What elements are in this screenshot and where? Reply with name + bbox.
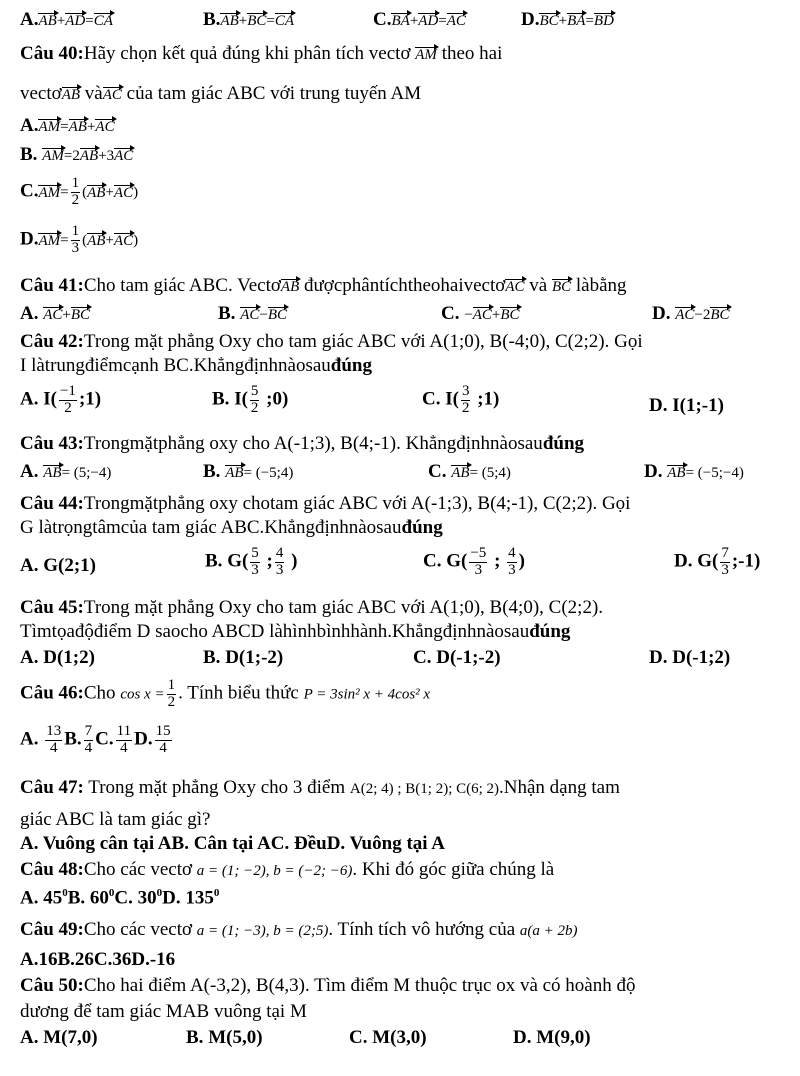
question-text: Trongmặtphẳng oxy chotam giác ABC với A(-1;3), B(4;-1), C(2;2). Gọi <box>83 493 631 514</box>
question-text: và <box>84 83 103 104</box>
option-label: A. <box>20 647 39 668</box>
q45-option-c <box>413 648 501 667</box>
denominator: 3 <box>508 561 516 578</box>
q44-option-b <box>205 546 297 579</box>
paren: ) <box>133 232 139 249</box>
vector: BC <box>710 307 730 323</box>
vector: AB <box>220 13 239 29</box>
question-text: làbằng <box>575 275 627 296</box>
operator: = <box>266 13 275 29</box>
option-label: D. <box>644 461 663 482</box>
q45-option-a <box>20 648 95 667</box>
question-text: Cho <box>83 682 116 704</box>
option-label: B. <box>218 303 236 324</box>
q40-option-c <box>20 176 138 209</box>
q41-stem <box>20 276 627 295</box>
degree-mark: 0 <box>213 887 220 899</box>
question-text: vectơ <box>20 83 62 104</box>
vector: AB <box>38 13 57 29</box>
q44-stem-line-1 <box>20 494 630 513</box>
option-label: A. <box>20 9 39 30</box>
emphasis: đúng <box>529 621 571 642</box>
option-label: C. <box>349 1027 368 1048</box>
option-label: D. <box>134 728 153 750</box>
fraction <box>71 176 81 209</box>
coefficient: 2 <box>702 307 711 323</box>
math-expression: a = (1; −2), b = (−2; −6) <box>196 863 353 879</box>
answer-text: 30 <box>137 887 157 909</box>
denominator: 2 <box>64 399 72 416</box>
question-text: G làtrọngtâmcủa tam giác ABC.Khẳngđịnhnàosau <box>20 517 402 538</box>
degree-mark: 0 <box>62 887 68 899</box>
operator: = <box>60 232 69 249</box>
answer-text: ) <box>286 550 298 572</box>
option-label: C. <box>413 647 432 668</box>
q46-options <box>20 724 174 757</box>
operator: − <box>259 307 268 323</box>
q44-option-a <box>20 556 96 575</box>
option-label: A. <box>20 555 39 576</box>
vector: AB <box>225 465 244 481</box>
question-text: I làtrungđiểmcạnh BC.Khẳngđịnhnàosau <box>20 355 331 376</box>
question-number: Câu 40: <box>20 43 84 64</box>
answer-text: M(9,0) <box>536 1027 591 1048</box>
fraction <box>250 384 260 417</box>
numerator: 4 <box>275 545 284 561</box>
numerator: 13 <box>46 723 62 739</box>
operator: = <box>60 119 69 135</box>
answer-text: G( <box>227 550 249 572</box>
q39-option-c <box>373 10 466 29</box>
option-label: A. <box>20 115 39 136</box>
q40-option-d <box>20 224 138 257</box>
denominator: 4 <box>49 739 58 756</box>
numerator: 4 <box>508 545 516 561</box>
q41-option-a <box>20 304 90 323</box>
answer-text: D(1;2) <box>43 647 95 668</box>
fraction <box>155 724 172 757</box>
question-number: Câu 41: <box>20 275 84 296</box>
q43-option-a <box>20 462 111 481</box>
option-label: C. <box>428 461 447 482</box>
q50-option-d <box>513 1028 591 1047</box>
paren: ) <box>133 184 139 201</box>
option-label: B. <box>203 647 221 668</box>
option-label: A. <box>20 303 39 324</box>
option-label: C. <box>95 728 114 750</box>
answer-text: D(-1;-2) <box>436 647 501 668</box>
option-label: C. <box>441 303 460 324</box>
fraction <box>275 546 285 579</box>
question-text: Cho các vectơ <box>83 859 193 880</box>
vector: BC <box>247 13 267 29</box>
option-label: B. <box>64 728 82 750</box>
q42-option-d <box>649 396 724 415</box>
question-number: Câu 50: <box>20 975 84 996</box>
operator: = <box>60 184 69 201</box>
question-text: Trong mặt phẳng Oxy cho 3 điểm <box>83 777 346 798</box>
vector: AB <box>280 279 300 295</box>
paren: ( <box>82 184 88 201</box>
fraction <box>84 724 94 757</box>
answer-text: 45 <box>43 887 63 909</box>
operator: + <box>409 13 419 29</box>
option-label: B. <box>67 887 90 909</box>
vector: AC <box>675 307 695 323</box>
q40-stem-line-1 <box>20 44 502 63</box>
q50-stem-line-1 <box>20 976 636 995</box>
option-label: D. <box>652 303 671 324</box>
answer-text: M(7,0) <box>43 1027 98 1048</box>
math-expression: cos x = <box>120 686 165 703</box>
vector: AB <box>79 148 99 164</box>
math-expression: P = 3sin² x + 4cos² x <box>303 686 431 703</box>
option-label: B. <box>20 144 38 165</box>
operator: + <box>238 13 248 29</box>
q42-stem-line-2 <box>20 356 372 375</box>
fraction <box>720 546 730 579</box>
vector: AD <box>65 13 86 29</box>
operator: + <box>86 119 96 135</box>
emphasis: đúng <box>542 433 585 454</box>
fraction <box>469 546 487 579</box>
denominator: 4 <box>159 739 167 756</box>
denominator: 2 <box>250 399 259 416</box>
question-number: Câu 42: <box>20 331 84 352</box>
vector: AC <box>102 87 122 103</box>
vector: AC <box>95 119 115 135</box>
fraction <box>45 724 62 757</box>
option-label: D. <box>162 887 186 909</box>
question-number: Câu 49: <box>20 919 84 940</box>
question-text: Cho tam giác ABC. Vectơ <box>83 275 281 296</box>
vector: AB <box>68 119 87 135</box>
q48-options <box>20 888 219 907</box>
option-label: C. <box>20 180 39 202</box>
fraction <box>116 724 132 757</box>
operator: = <box>63 148 73 164</box>
vector: AC <box>113 232 134 249</box>
fraction <box>250 546 260 579</box>
answer-text: A. Vuông cân tại AB. Cân tại AC. ĐềuD. Vuông tại A <box>20 833 445 854</box>
answer-text: ) <box>518 550 525 572</box>
vector: BC <box>267 307 287 323</box>
q46-stem <box>20 678 430 711</box>
option-label: C. <box>373 9 392 30</box>
vector: AM <box>415 47 437 63</box>
q44-option-d <box>674 546 760 579</box>
vector: AC <box>114 148 134 164</box>
numerator: 1 <box>71 175 80 191</box>
q42-option-a <box>20 384 101 417</box>
q41-option-d <box>652 304 730 323</box>
answer-text: ;1) <box>78 388 102 410</box>
q44-stem-line-2 <box>20 518 443 537</box>
denominator: 3 <box>71 239 80 256</box>
q41-option-c <box>441 304 520 323</box>
question-text: . Khi đó góc giữa chúng là <box>352 859 555 880</box>
question-text: .Nhận dạng tam <box>499 777 620 798</box>
q47-options <box>20 834 445 853</box>
option-label: B. <box>186 1027 204 1048</box>
vector: AC <box>240 307 260 323</box>
answer-text: ;0) <box>261 388 289 410</box>
option-label: A. <box>20 887 44 909</box>
paren: ( <box>82 232 88 249</box>
vector: AD <box>418 13 439 29</box>
question-text: Trong mặt phẳng Oxy cho tam giác ABC với A(1;0), B(4;0), C(2;2). <box>83 597 604 618</box>
vector-value: = (−5;−4) <box>685 465 744 481</box>
question-text: Hãy chọn kết quả đúng khi phân tích vectơ <box>83 43 411 64</box>
answer-text: I( <box>234 388 248 410</box>
vector: BC <box>551 279 572 295</box>
vector: BC <box>500 307 520 323</box>
vector: AB <box>61 87 81 103</box>
answer-text: ; <box>261 550 273 572</box>
vector: BA <box>567 13 586 29</box>
q45-stem-line-1 <box>20 598 603 617</box>
degree-mark: 0 <box>108 887 115 899</box>
q41-option-b <box>218 304 287 323</box>
q42-stem-line-1 <box>20 332 643 351</box>
vector-value: = (5;4) <box>469 465 511 481</box>
denominator: 2 <box>461 399 470 416</box>
vector-value: = (5;−4) <box>61 465 112 481</box>
option-label: D. <box>649 395 668 416</box>
vector: BA <box>391 13 410 29</box>
question-text: đượcphântíchtheohaivectơ <box>304 275 506 296</box>
question-text: Tìmtọađộđiểm D saocho ABCD làhìnhbìnhhành.Khẳngđịnhnàosau <box>20 621 530 642</box>
answer-text: G( <box>446 550 468 572</box>
q42-option-b <box>212 384 288 417</box>
coefficient: 2 <box>72 148 80 164</box>
question-number: Câu 43: <box>20 433 84 454</box>
answer-text: I( <box>445 388 459 410</box>
denominator: 3 <box>251 561 259 578</box>
math-expression: a = (1; −3), b = (2;5) <box>196 923 329 939</box>
vector: AB <box>43 465 62 481</box>
q43-option-b <box>203 462 293 481</box>
operator: + <box>105 184 114 201</box>
vector: AM <box>38 184 61 201</box>
q43-stem <box>20 434 584 453</box>
answer-text: M(5,0) <box>208 1027 263 1048</box>
option-label: A. <box>20 728 39 750</box>
q49-stem <box>20 920 578 939</box>
vector: AC <box>505 279 525 295</box>
vector: AB <box>87 232 106 249</box>
q39-option-a <box>20 10 113 29</box>
denominator: 4 <box>84 739 93 756</box>
q40-option-a <box>20 116 115 135</box>
question-text: Trongmặtphẳng oxy cho A(-1;3), B(4;-1). Khẳngđịnhnàosau <box>83 433 543 454</box>
q50-stem-line-2 <box>20 1002 307 1021</box>
vector: AB <box>87 184 106 201</box>
numerator: 1 <box>167 677 176 693</box>
vector: CA <box>274 13 295 29</box>
vector: BC <box>539 13 559 29</box>
vector: BD <box>593 13 614 29</box>
degree-mark: 0 <box>156 887 163 899</box>
answer-text: 60 <box>89 887 109 909</box>
numerator: 7 <box>721 545 729 561</box>
q50-option-a <box>20 1028 98 1047</box>
vector: AM <box>42 148 64 164</box>
operator: + <box>62 307 71 323</box>
fraction <box>167 678 177 711</box>
operator: = <box>438 13 447 29</box>
option-label: D. <box>649 647 668 668</box>
question-text: Trong mặt phẳng Oxy cho tam giác ABC với A(1;0), B(-4;0), C(2;2). Gọi <box>83 331 643 352</box>
vector: AC <box>113 184 134 201</box>
question-text: Cho hai điểm A(-3,2), B(4,3). Tìm điểm M thuộc trục ox và có hoành độ <box>83 975 636 996</box>
vector: AM <box>38 119 61 135</box>
vector: AM <box>38 232 61 249</box>
option-label: D. <box>521 9 540 30</box>
option-label: B. <box>212 388 230 410</box>
answer-text: A.16B.26C.36D.-16 <box>20 949 176 970</box>
answer-text: I( <box>43 388 57 410</box>
option-label: B. <box>205 550 223 572</box>
question-text: dương để tam giác MAB vuông tại M <box>20 1001 307 1022</box>
numerator: 11 <box>116 723 132 739</box>
q47-stem-line-1 <box>20 778 620 797</box>
vector: BC <box>70 307 91 323</box>
operator: + <box>105 232 114 249</box>
answer-text: G( <box>697 550 719 572</box>
vector: CA <box>93 13 113 29</box>
q39-option-b <box>203 10 294 29</box>
option-label: B. <box>203 461 221 482</box>
numerator: 3 <box>461 383 470 399</box>
numerator: −1 <box>59 383 76 399</box>
fraction <box>507 546 517 579</box>
option-label: B. <box>203 9 221 30</box>
vector: AC <box>43 307 63 323</box>
q43-option-d <box>644 462 744 481</box>
fraction <box>461 384 471 417</box>
option-label: A. <box>20 388 39 410</box>
denominator: 3 <box>474 561 483 578</box>
q39-option-d <box>521 10 614 29</box>
option-label: C. <box>114 887 138 909</box>
numerator: 1 <box>71 223 80 239</box>
question-text: Cho các vectơ <box>83 919 193 940</box>
operator: = <box>585 13 594 29</box>
q45-stem-line-2 <box>20 622 570 641</box>
numerator: 15 <box>155 723 171 739</box>
q40-stem-line-2 <box>20 84 421 103</box>
q43-option-c <box>428 462 511 481</box>
question-number: Câu 44: <box>20 493 84 514</box>
question-text: theo hai <box>441 43 503 64</box>
q42-option-c <box>422 384 499 417</box>
answer-text: ;-1) <box>731 550 761 572</box>
operator: − <box>464 307 473 323</box>
numerator: 5 <box>250 383 259 399</box>
denominator: 2 <box>167 693 176 710</box>
q48-stem <box>20 860 554 879</box>
q50-option-b <box>186 1028 263 1047</box>
question-number: Câu 45: <box>20 597 84 618</box>
operator: = <box>85 13 94 29</box>
option-label: D. <box>513 1027 532 1048</box>
q45-option-b <box>203 648 283 667</box>
q47-stem-line-2 <box>20 810 210 829</box>
answer-text: M(3,0) <box>372 1027 427 1048</box>
q50-option-c <box>349 1028 427 1047</box>
denominator: 4 <box>120 739 128 756</box>
math-expression: A(2; 4) ; B(1; 2); C(6; 2) <box>349 781 500 797</box>
vector: AB <box>667 465 686 481</box>
option-label: D. <box>674 550 693 572</box>
question-number: Câu 48: <box>20 859 84 880</box>
answer-text: ; <box>489 550 506 572</box>
fraction <box>71 224 81 257</box>
answer-text: G(2;1) <box>43 555 96 576</box>
numerator: 7 <box>84 723 93 739</box>
question-text: . Tính tích vô hướng của <box>328 919 516 940</box>
operator: − <box>694 307 703 323</box>
question-text: . Tính biểu thức <box>178 682 299 704</box>
operator: + <box>558 13 568 29</box>
operator: + <box>56 13 66 29</box>
vector-value: = (−5;4) <box>243 465 294 481</box>
question-text: và <box>529 275 548 296</box>
numerator: −5 <box>470 545 487 561</box>
fraction <box>59 384 77 417</box>
question-text: của tam giác ABC với trung tuyến AM <box>126 83 422 104</box>
answer-text: D(-1;2) <box>672 647 731 668</box>
answer-text: D(1;-2) <box>225 647 284 668</box>
vector: AB <box>451 465 470 481</box>
q40-option-b <box>20 145 133 164</box>
emphasis: đúng <box>401 517 443 538</box>
option-label: A. <box>20 1027 39 1048</box>
emphasis: đúng <box>330 355 372 376</box>
denominator: 2 <box>71 191 80 208</box>
q49-options <box>20 950 175 969</box>
question-number: Câu 47: <box>20 777 84 798</box>
vector: AC <box>446 13 466 29</box>
question-text: giác ABC là tam giác gì? <box>20 809 211 830</box>
q44-option-c <box>423 546 525 579</box>
math-expression: a(a + 2b) <box>519 923 578 939</box>
option-label: C. <box>422 388 441 410</box>
answer-text: I(1;-1) <box>672 395 724 416</box>
operator: + <box>491 307 501 323</box>
answer-text: 135 <box>185 887 214 909</box>
option-label: D. <box>20 228 39 250</box>
question-number: Câu 46: <box>20 682 84 704</box>
answer-text: ;1) <box>472 388 500 410</box>
denominator: 3 <box>721 561 729 578</box>
operator: + <box>98 148 107 164</box>
vector: AC <box>472 307 492 323</box>
numerator: 5 <box>251 545 259 561</box>
denominator: 3 <box>275 561 284 578</box>
coefficient: 3 <box>106 148 115 164</box>
q45-option-d <box>649 648 730 667</box>
option-label: A. <box>20 461 39 482</box>
option-label: C. <box>423 550 442 572</box>
